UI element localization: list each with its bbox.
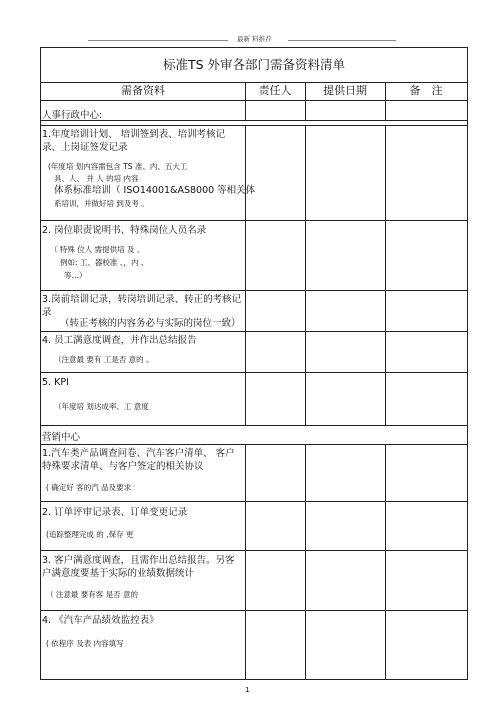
- sales-item-4-title: 4. 《汽车产品绩效监控表》: [42, 615, 159, 626]
- row-divider: [41, 220, 467, 221]
- sales-item-4-note: ( 依程序 及表 内容填写: [46, 639, 124, 648]
- col-date: 提供日期: [323, 84, 367, 97]
- hr-item-1-note: 系培训，并做好培 到及考 。: [54, 199, 149, 208]
- document-table: [40, 47, 468, 680]
- row-divider: [41, 501, 467, 502]
- hr-item-2-note: 例如: 工、器校准 、，内 、: [60, 258, 149, 267]
- col-responsible: 责任人: [258, 84, 292, 97]
- header-rule-left: [88, 40, 228, 41]
- document-title: 标准TS 外审各部门需备资料清单: [41, 48, 467, 83]
- col-remarks: 备 注: [409, 84, 443, 97]
- row-divider: [41, 331, 467, 332]
- hr-item-1-note: 体系标准培训（ ISO14001&AS8000 等相关体: [54, 185, 256, 196]
- hr-item-1-note: (年度培 划内容需包含 TS 准、内、五大工: [48, 162, 188, 171]
- hr-item-3-title: 3.岗前培训记录，转岗培训记录、转正的考核记录: [42, 294, 242, 318]
- row-divider: [41, 372, 467, 373]
- col-divider: [305, 444, 306, 680]
- sales-item-2-title: 2. 订单评审记录表、订单变更记录: [42, 507, 188, 518]
- row-divider: [41, 444, 467, 445]
- header-text: 最新 料推荐: [237, 35, 272, 43]
- sales-item-1-note: ( 确定好 客的汽 品及要求: [46, 483, 132, 492]
- hr-item-4-title: 4. 员工满意度调查，并作出总结报告: [42, 335, 197, 346]
- column-header-row: [41, 82, 467, 101]
- hr-item-2-note: 等…）: [64, 271, 87, 280]
- section-hr: 人事行政中心:: [42, 110, 103, 121]
- hr-item-4-note: （注意最 要有 工是否 意的 。: [54, 355, 154, 364]
- hr-item-1-note: 具、人、 并 人 的培 内容: [54, 174, 139, 183]
- col-divider: [245, 444, 246, 680]
- row-divider: [41, 125, 467, 126]
- row-divider: [41, 425, 467, 426]
- hr-item-2-title: 2. 岗位职责说明书、特殊岗位人员名录: [42, 225, 207, 236]
- row-divider: [41, 290, 467, 291]
- section-sales: 营销中心: [42, 432, 81, 443]
- row-divider: [41, 120, 467, 121]
- sales-item-1-title: 1.汽车类产品调查问卷、汽车客户清单、 客户特殊要求清单、与客户签定的相关协议: [42, 448, 235, 472]
- col-divider: [305, 125, 306, 425]
- hr-item-5-title: 5. KPI: [42, 377, 69, 388]
- col-divider: [385, 444, 386, 680]
- sales-item-3-title: 3. 客户满意度调查，且需作出总结报告。另客户满意度要基于实际的业绩数据统计: [42, 555, 235, 579]
- col-divider: [385, 125, 386, 425]
- hr-item-3-note: （转正考核的内容务必与实际的岗位一致）: [60, 318, 241, 329]
- col-divider: [305, 82, 306, 120]
- col-divider: [245, 125, 246, 425]
- col-divider: [245, 82, 246, 120]
- hr-item-5-note: （年度培 划达成率、工 意度: [54, 402, 149, 411]
- row-divider: [41, 610, 467, 611]
- running-header: [0, 34, 500, 46]
- header-rule-right: [288, 40, 396, 41]
- sales-item-2-note: (追踪整理完成 的 ,保存 更: [46, 530, 134, 539]
- hr-item-2-note: （ 特殊 位人 需提供培 及 。: [50, 245, 145, 254]
- col-materials: 需备资料: [121, 84, 165, 97]
- sales-item-3-note: （ 注意最 要有客 是否 意的: [46, 590, 139, 599]
- page-number: 1: [245, 686, 250, 694]
- col-divider: [385, 82, 386, 120]
- hr-item-1-title: 1.年度培训计划、 培训签到表、培训考核记录、上岗证签发记录: [42, 129, 226, 153]
- row-divider: [41, 550, 467, 551]
